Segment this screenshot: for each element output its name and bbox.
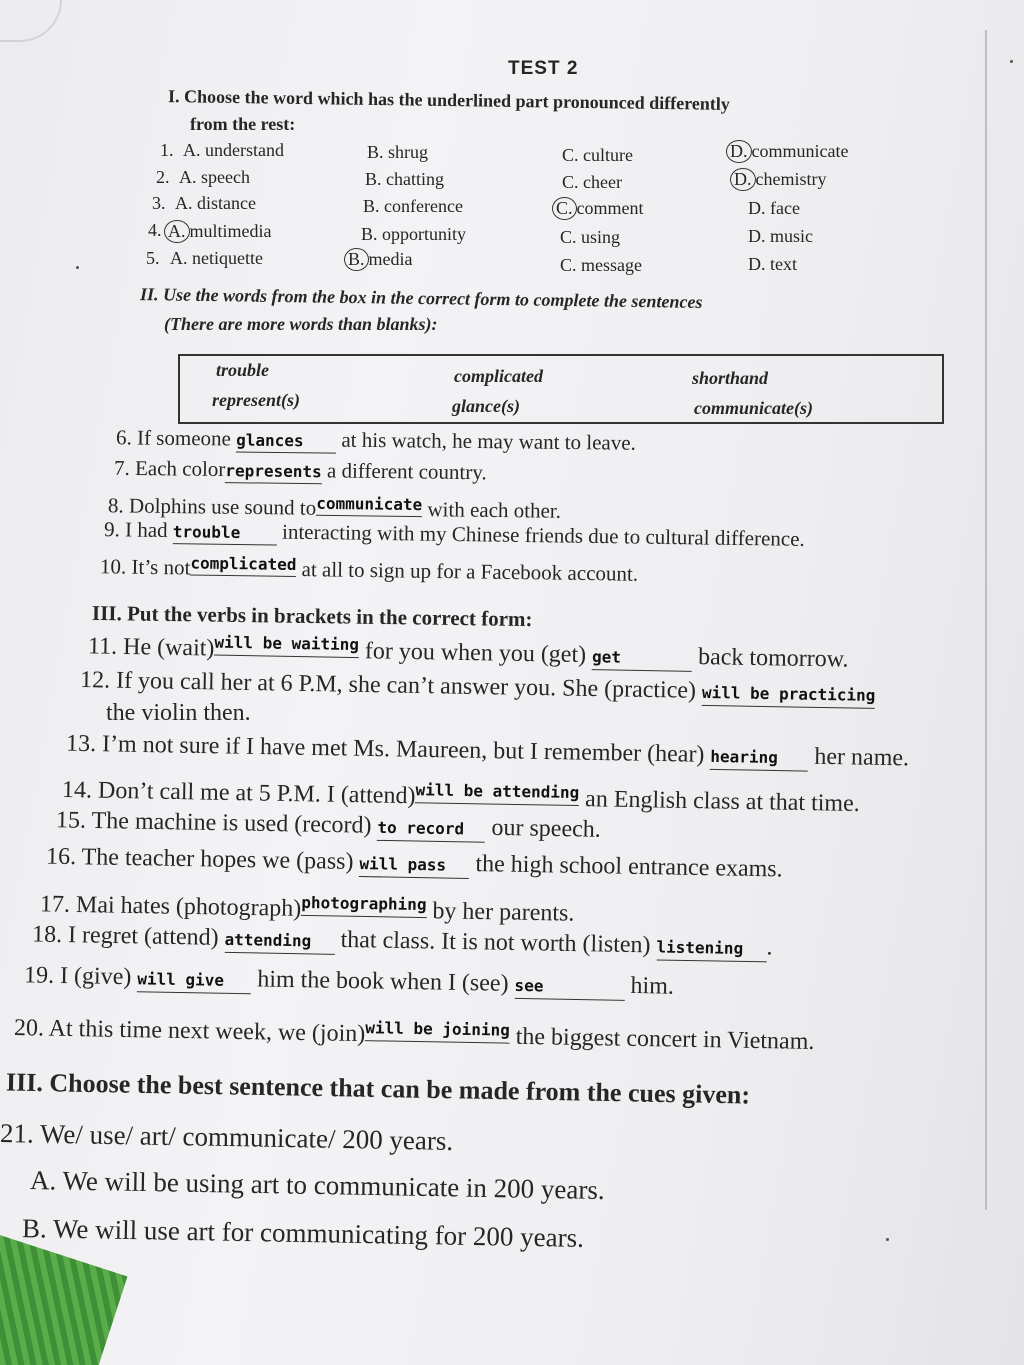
sentence-18-text2: that class. It is not worth (listen) [340,926,651,959]
sentence-10-answer: complicated [190,553,297,574]
q5-option-b-word: media [368,249,413,269]
q3-option-b: B. conference [363,196,463,216]
sentence-6-before: If someone [136,425,232,451]
sentence-19-blank1[interactable] [137,964,251,994]
box-word-shorthand: shorthand [692,368,769,388]
sentence-19-text3: him. [630,972,675,1000]
sentence-9-after: interacting with my Chinese friends due to cultural difference. [281,519,805,551]
sentence-15 [56,807,601,845]
speck-mark [76,266,79,269]
sentence-14-blank1[interactable] [415,775,579,806]
sentence-18-blank1[interactable] [224,925,334,955]
part1-heading-line2: from the rest: [190,114,296,134]
sentence-16-text1: The teacher hopes we (pass) [81,844,354,875]
sentence-19-number: 19. [23,962,55,989]
sentence-16-answer1: will pass [359,854,447,875]
q1-option-c: C. culture [562,145,633,165]
box-word-complicated: complicated [454,366,543,386]
sentence-11-blank2[interactable] [592,642,692,672]
sentence-16-text2: the high school entrance exams. [475,851,783,883]
sentence-11-text2: for you when you (get) [364,638,587,669]
sentence-20-blank1[interactable] [365,1013,510,1044]
sentence-18 [32,922,773,963]
sentence-17-blank1[interactable] [301,888,427,918]
sentence-13-number: 13. [65,730,97,758]
sentence-12-blank1[interactable] [702,678,876,709]
question-21-option-b[interactable]: B. We will use art for communicating for 200 years. [21,1213,585,1253]
sentence-18-blank2[interactable] [656,932,766,962]
sentence-13-text1: I’m not sure if I have met Ms. Maureen, but I remember (hear) [101,731,705,768]
sentence-20 [14,1007,815,1056]
sentence-20-text2: the biggest concert in Vietnam. [515,1023,815,1055]
sentence-12-answer1: will be practicing [701,682,876,705]
sentence-9-before: I had [124,517,168,542]
q4-answer-circle: A. [164,220,190,243]
q2-option-b: B. chatting [365,169,444,189]
part3-heading: III. Put the verbs in brackets in the correct form: [91,600,533,632]
part2-heading-line2: (There are more words than blanks): [164,314,438,334]
sentence-19-text2: him the book when I (see) [257,966,509,997]
green-fabric-background [0,1233,127,1365]
sentence-8-after: with each other. [427,497,562,523]
sentence-13-blank1[interactable] [710,742,808,772]
q5-option-c: C. message [560,255,642,275]
sentence-16-number: 16. [45,843,77,871]
sentence-7-number: 7. [113,455,130,480]
sentence-14-text2: an English class at that time. [584,786,860,817]
q3-option-d: D. face [748,198,800,218]
sentence-8-blank[interactable] [316,490,422,517]
part4-heading: III. Choose the best sentence that can be made from the cues given: [5,1067,751,1110]
sentence-15-number: 15. [55,807,87,834]
q5-option-b [344,248,413,271]
sentence-10-number: 10. [99,554,127,579]
sentence-11-answer2: get [591,647,622,667]
sentence-7-before: Each color [134,455,226,482]
sentence-11-answer1: will be waiting [214,632,360,655]
sentence-16-blank1[interactable] [359,849,469,879]
q5-option-d: D. text [748,254,797,274]
q4-option-b: B. opportunity [361,224,467,244]
sentence-18-answer1: attending [224,929,312,951]
q3-option-c [552,197,644,220]
q3-option-c-word: comment [576,198,644,218]
q3-answer-circle: C. [552,197,577,220]
q2-option-d [730,168,826,191]
sentence-9 [104,517,805,553]
box-word-trouble: trouble [216,360,270,380]
sentence-9-number: 9. [103,517,120,542]
sentence-8-number: 8. [107,493,124,518]
q4-option-a-word: multimedia [189,221,272,241]
sentence-15-answer1: to record [377,817,465,839]
question-21-option-a[interactable]: A. We will be using art to communicate in 200 years. [29,1164,605,1206]
sentence-15-blank1[interactable] [377,813,485,843]
sentence-19-answer2: see [514,975,544,996]
sentence-19 [24,962,674,1001]
sentence-18-number: 18. [31,921,63,949]
sentence-12-number: 12. [79,667,111,694]
sentence-12-line2: the violin then. [106,700,251,726]
box-word-represent: represent(s) [212,390,300,410]
sentence-10-before: It’s not [131,554,191,580]
sentence-19-blank2[interactable] [514,971,624,1001]
q3-number: 3. [152,193,166,213]
sentence-8-answer: communicate [316,493,423,515]
q4-option-c: C. using [560,227,621,247]
q5-answer-circle: B. [344,248,369,271]
sentence-18-text3: . [766,934,773,961]
sentence-13-text2: her name. [814,743,910,772]
sentence-16 [46,844,783,885]
q2-number: 2. [156,167,170,187]
sentence-20-answer1: will be joining [365,1018,510,1040]
page-fold-line [985,30,987,1210]
sentence-7-blank[interactable] [225,457,322,484]
q1-option-d-word: communicate [751,141,849,161]
sentence-10-after: at all to sign up for a Facebook account. [301,557,639,586]
sentence-18-text1: I regret (attend) [67,922,219,951]
q2-option-d-word: chemistry [755,169,827,189]
sentence-10 [100,548,639,587]
q5-number: 5. [146,248,160,268]
sentence-14-answer1: will be attending [415,780,580,803]
part2-heading: II. Use the words from the box in the correct form to complete the sentences [139,284,703,312]
sentence-10-blank[interactable] [190,550,296,577]
sentence-13 [66,731,909,774]
q4-option-a [164,220,271,243]
sentence-7-after: a different country. [326,458,487,485]
sentence-17-text1: Mai hates (photograph) [75,891,302,922]
sentence-17-text2: by her parents. [432,898,575,927]
sentence-13-answer1: hearing [710,746,778,768]
sentence-11-blank1[interactable] [214,628,359,659]
speck-mark [886,1238,889,1241]
q2-option-a: A. speech [179,167,250,187]
sentence-6-answer: glances [236,430,304,451]
q5-option-a: A. netiquette [170,248,263,268]
sentence-11-text3: back tomorrow. [697,644,849,673]
q1-option-b: B. shrug [367,142,429,162]
sentence-17-number: 17. [39,891,71,918]
sentence-20-text1: At this time next week, we (join) [48,1015,366,1048]
sentence-15-text1: The machine is used (record) [91,807,372,839]
q1-option-d [726,140,848,163]
q1-option-a: A. understand [183,140,284,160]
sentence-20-number: 20. [13,1015,45,1042]
page-corner-curl [0,0,62,42]
sentence-9-answer: trouble [172,522,241,543]
q4-number: 4. [148,220,162,240]
box-word-glance: glance(s) [452,396,520,416]
sentence-6 [116,425,636,456]
speck-mark [1010,60,1013,63]
sentence-11-text1: He (wait) [122,633,215,662]
sentence-17-answer1: photographing [301,892,427,915]
q2-option-c: C. cheer [562,172,622,192]
test-title: TEST 2 [508,58,579,79]
sentence-14-number: 14. [61,777,93,804]
sentence-15-text2: our speech. [491,814,601,843]
sentence-18-answer2: listening [656,937,744,958]
sentence-6-after: at his watch, he may want to leave. [341,427,636,455]
sentence-17 [40,883,575,927]
question-21: 21. We/ use/ art/ communicate/ 200 years. [0,1118,454,1156]
box-word-communicate: communicate(s) [694,398,813,418]
sentence-9-blank[interactable] [173,518,277,545]
q1-number: 1. [160,140,174,160]
sentence-11-number: 11. [87,633,118,660]
sentence-12-text1: If you call her at 6 P.M, she can’t answer you. She (practice) [115,667,697,704]
sentence-19-answer1: will give [137,969,225,990]
sentence-7 [114,456,487,487]
sentence-6-blank[interactable] [236,427,336,454]
sentence-19-text1: I (give) [59,962,132,991]
q1-answer-circle: D. [726,140,752,163]
sentence-14-text1: Don’t call me at 5 P.M. I (attend) [97,777,416,810]
sentence-11 [88,625,849,674]
q2-answer-circle: D. [730,168,756,191]
sentence-8-before: Dolphins use sound to [128,493,317,520]
sentence-6-number: 6. [115,425,132,450]
sentence-7-answer: represents [225,461,322,482]
part1-heading: I. Choose the word which has the underlined part pronounced differently [167,86,731,114]
q3-option-a: A. distance [175,193,256,213]
q4-option-d: D. music [748,226,813,246]
word-box [178,354,944,424]
